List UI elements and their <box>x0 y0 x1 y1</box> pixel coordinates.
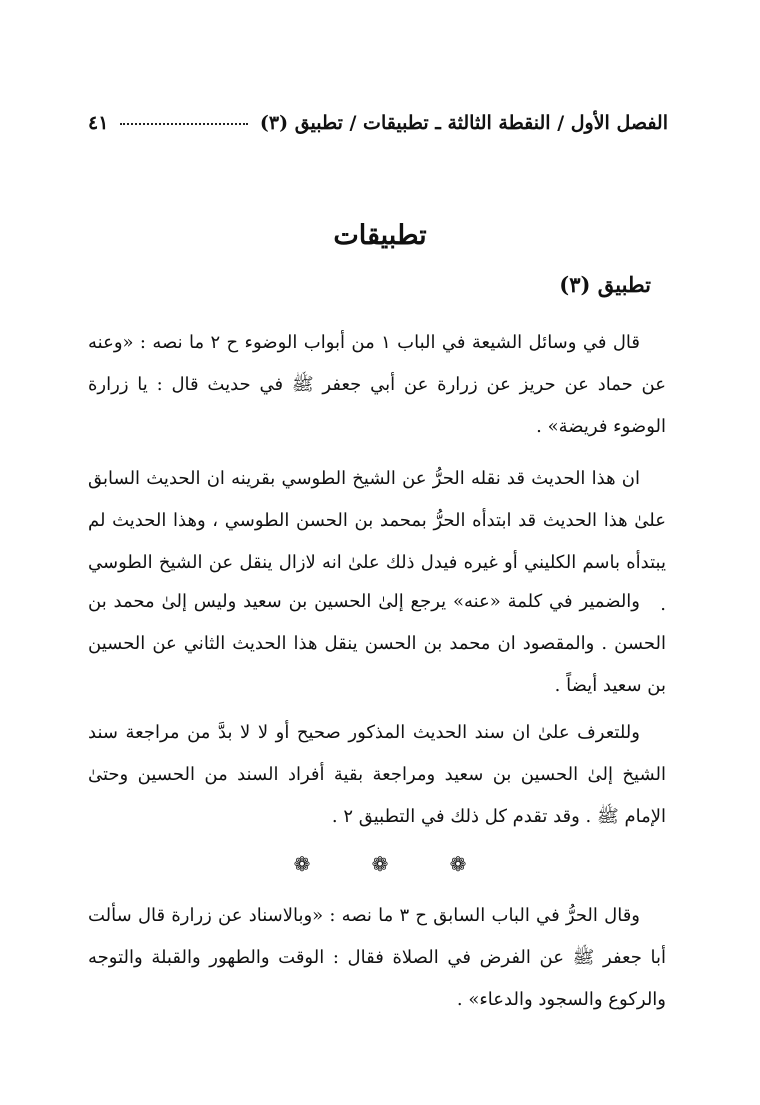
paragraph-1 <box>88 322 666 448</box>
paragraph-1-text: قال في وسائل الشيعة في الباب ١ من أبواب الوضوء ح ٢ ما نصه : «وعنه عن حماد عن حريز عن زرارة عن أبي جعفر ﷺ في حديث قال : يا زرارة الوضوء فريضة» . <box>88 332 667 437</box>
page-number: ٤١ <box>88 112 109 134</box>
section-separator <box>0 852 760 876</box>
paragraph-5 <box>88 895 666 1021</box>
subheading: تطبيق (٣) <box>559 272 651 297</box>
paragraph-3-text: والضمير في كلمة «عنه» يرجع إلىٰ الحسين بن سعيد وليس إلىٰ محمد بن الحسن . والمقصود ان محمد بن الحسن ينقل هذا الحديث الثاني عن الحسين بن سعيد أيضاً . <box>88 591 666 696</box>
paragraph-5-text: وقال الحرُّ في الباب السابق ح ٣ ما نصه : «وبالاسناد عن زرارة قال سألت أبا جعفر ﷺ عن الفرض في الصلاة فقال : الوقت والطهور والقبلة والتوجه والركوع والسجود والدعاء» . <box>88 905 666 1010</box>
flower-ornament-icon: ❁ <box>371 852 389 876</box>
section-title: تطبيقات <box>333 220 427 251</box>
leader-dots <box>120 122 247 125</box>
paragraph-2-text: ان هذا الحديث قد نقله الحرُّ عن الشيخ الطوسي بقرينه ان الحديث السابق علىٰ هذا الحديث قد ابتدأه الحرُّ بمحمد بن الحسن الطوسي ، وهذا الحديث لم يبتدأه باسم الكليني أو غيره فيدل ذلك علىٰ انه لازال ينقل عن الشيخ الطوسي . <box>88 468 666 615</box>
paragraph-4-text: وللتعرف علىٰ ان سند الحديث المذكور صحيح أو لا لا بدَّ من مراجعة سند الشيخ إلىٰ الحسين بن سعيد ومراجعة بقية أفراد السند من الحسين وحتىٰ الإمام ﷺ . وقد تقدم كل ذلك في التطبيق ٢ . <box>88 722 666 827</box>
paragraph-4 <box>88 712 666 838</box>
running-header <box>88 108 668 138</box>
running-header-title: الفصل الأول / النقطة الثالثة ـ تطبيقات / تطبيق (٣) <box>259 112 668 134</box>
paragraph-3 <box>88 581 666 707</box>
flower-ornament-icon: ❁ <box>449 852 467 876</box>
flower-ornament-icon: ❁ <box>293 852 311 876</box>
